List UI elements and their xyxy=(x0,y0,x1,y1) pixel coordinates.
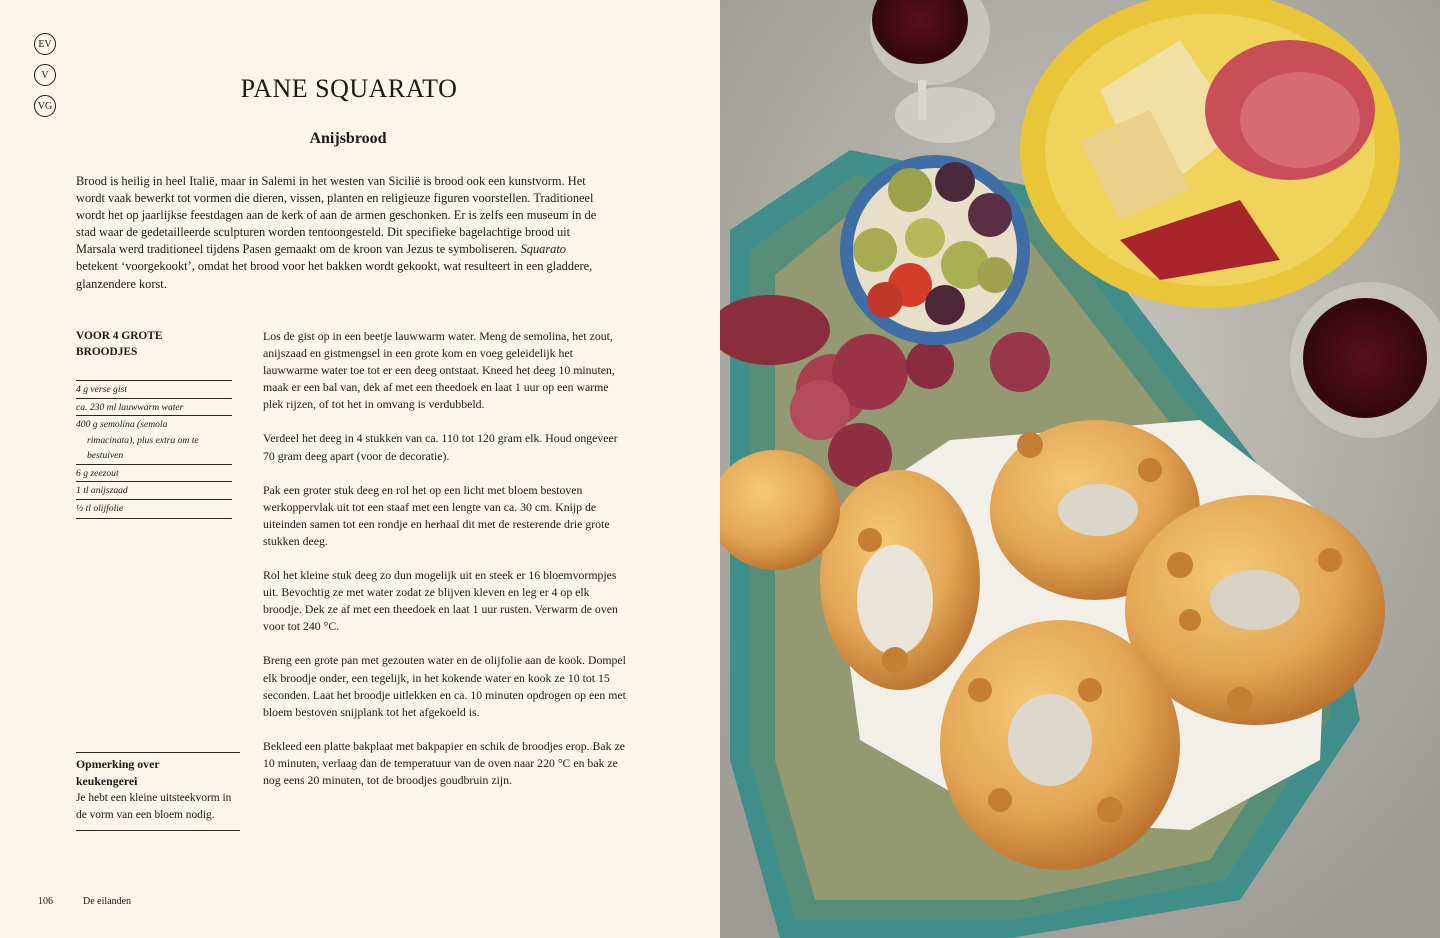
ingredient-line: 400 g semolina (semola xyxy=(76,419,168,430)
recipe-subtitle: Anijsbrood xyxy=(309,130,387,147)
intro-italic-word: Squarato xyxy=(520,242,566,257)
bagels-with-antipasti-photo xyxy=(720,0,1440,938)
equipment-note xyxy=(76,752,240,831)
note-title xyxy=(76,756,240,790)
food-photo xyxy=(720,0,1440,938)
method-step: Rol het kleine stuk deeg zo dun mogelijk uit en steek er 16 bloemvormpjes uit. Bevochtig ze met water zodat ze blijven kleven en leg er 4 op elk broodje. Dek ze af met een theedoek en laat 1 uur rusten. Verwarm de oven voor tot 240 °C. xyxy=(263,568,618,634)
olive-bowl xyxy=(840,155,1030,345)
ingredients-sidebar xyxy=(76,328,236,519)
method-step: Verdeel het deeg in 4 stukken van ca. 110 tot 120 gram elk. Houd ongeveer 70 gram deeg apart (voor de decoratie). xyxy=(263,431,618,463)
intro-text-start: Brood is heilig in heel Italië, maar in Salemi in het westen van Sicilië is brood ook een kunstvorm. Het wordt vaak bewerkt tot vormen die dieren, vissen, planten en religieuze figuren voorstellen. Traditioneel wordt het op jaarlijkse feestdagen aan de kerk of aan de armen geschonken. Er is zelfs een museum in de stad waar de gedetailleerde sculpturen worden tentoongesteld. Dit specifieke bagelachtige brood uit Marsala werd traditioneel tijdens Pasen gemaakt om de kroon van Jezus te symboliseren. xyxy=(76,174,597,257)
method-step: Los de gist op in een beetje lauwwarm water. Meng de semolina, het zout, anijszaad en gistmengsel in een grote kom en voeg geleidelijk het lauwwarme water toe tot er een deeg ontstaat. Kneed het deeg 10 minuten, maak er een bal van, dek af met een theedoek en laat 1 uur op een warme plek rijzen, of tot het in omvang is verdubbeld. xyxy=(263,329,615,412)
ingredient-item xyxy=(76,415,232,464)
ingredient-item: ca. 230 ml lauwwarm water xyxy=(76,398,232,416)
method-steps xyxy=(263,328,627,806)
recipe-title: PANE SQUARATO xyxy=(240,74,458,103)
note-title-line-2: keukengerei xyxy=(76,774,138,788)
ingredient-item: 6 g zeezout xyxy=(76,464,232,482)
method-step: Breng een grote pan met gezouten water en de olijfolie aan de kook. Dompel elk broodje onder, een tegelijk, in het kokende water en kook ze 10 tot 15 seconden. Laat het broodje uitlekken en ca. 10 minuten opdrogen op een met bloem bestoven snijplank tot het afgekoeld is. xyxy=(263,653,626,719)
servings-line-1: VOOR 4 GROTE xyxy=(76,330,163,342)
method-step: Pak een groter stuk deeg en rol het op een licht met bloem bestoven werkoppervlak uit tot een staaf met een lengte van ca. 30 cm. Knijp de uiteinden samen tot een rondje en herhaal dit met de resterende drie grote stukken deeg. xyxy=(263,482,610,548)
servings-line-2: BROODJES xyxy=(76,346,138,358)
ingredient-line: bestuiven xyxy=(87,450,124,461)
note-title-line-1: Opmerking over xyxy=(76,757,160,771)
page-number: 106 xyxy=(38,896,53,907)
ingredient-line: rimacinata), plus extra om te xyxy=(87,434,199,446)
badge-vg: VG xyxy=(34,95,56,117)
badge-ev: EV xyxy=(34,33,56,55)
cheese-and-meat-plate xyxy=(1020,0,1400,308)
ingredient-item: 4 g verse gist xyxy=(76,380,232,398)
ingredient-item: 1 tl anijszaad xyxy=(76,481,232,499)
servings-heading xyxy=(76,328,236,360)
ingredient-item: ½ tl olijfolie xyxy=(76,499,232,520)
diet-badges xyxy=(34,33,56,126)
section-name: De eilanden xyxy=(83,896,132,907)
badge-v: V xyxy=(34,64,56,86)
note-text: Je hebt een kleine uitsteekvorm in de vorm van een bloem nodig. xyxy=(76,792,232,821)
ingredient-list xyxy=(76,380,232,519)
intro-text-end: betekent ‘voorgekookt’, omdat het brood voor het bakken wordt gekookt, wat resulteert in een gladdere, glanzendere korst. xyxy=(76,259,593,291)
method-step: Bekleed een platte bakplaat met bakpapier en schik de broodjes erop. Bak ze 10 minuten, verlaag dan de temperatuur van de oven naar 220 °C en bak ze nog eens 20 minuten, tot de broodjes goudbruin zijn. xyxy=(263,738,625,787)
page-footer xyxy=(38,896,131,907)
recipe-intro xyxy=(76,173,606,293)
